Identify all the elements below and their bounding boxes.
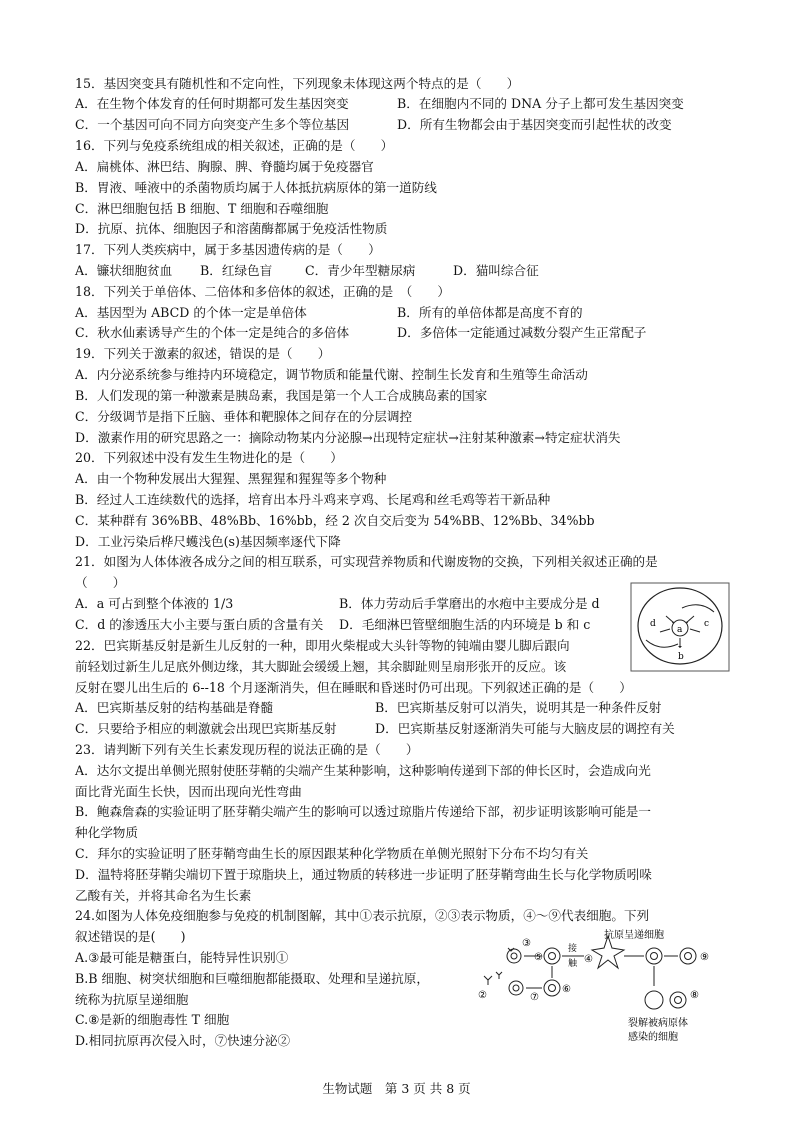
q16-option-a: A．扁桃体、淋巴结、胸腺、脾、脊髓均属于免疫器官 [75, 159, 374, 174]
q22-stem-line1: 22．巴宾斯基反射是新生儿反射的一种，即用火柴棍或大头针等物的钝端由婴儿脚后跟向 [75, 638, 570, 653]
label-n7: ⑦ [530, 992, 539, 1003]
q20-option-b: B．经过人工连续数代的选择，培育出本丹斗鸡来亨鸡、长尾鸡和丝毛鸡等若干新品种 [75, 492, 551, 507]
q19-stem: 19．下列关于激素的叙述，错误的是（ ） [75, 346, 331, 361]
q16-option-b: B．胃液、唾液中的杀菌物质均属于人体抵抗病原体的第一道防线 [75, 180, 437, 195]
q19-option-c: C．分级调节是指下丘脑、垂体和靶腺体之间存在的分层调控 [75, 409, 413, 424]
q21-paren: （ ） [75, 575, 126, 590]
cell-icon [544, 948, 560, 964]
q23-stem: 23．请判断下列有关生长素发现历程的说法正确的是（ ） [75, 742, 419, 757]
q21-option-a: A．a 可占到整个体液的 1/3 [75, 596, 234, 611]
q16-option-d: D．抗原、抗体、细胞因子和溶菌酶都属于免疫活性物质 [75, 221, 388, 236]
q18-option-c: C．秋水仙素诱导产生的个体一定是纯合的多倍体 [75, 325, 350, 340]
q15-option-b: B．在细胞内不同的 DNA 分子上都可发生基因突变 [397, 96, 684, 111]
label-n4: ④ [584, 954, 593, 965]
q23-option-b-line2: 种化学物质 [75, 825, 138, 840]
q22-option-a: A．巴宾斯基反射的结构基础是脊髓 [75, 700, 274, 715]
q24-option-a: A.③最可能是糖蛋白，能特异性识别① [75, 950, 289, 965]
q19-option-a: A．内分泌系统参与维持内环境稳定，调节物质和能量代谢、控制生长发育和生殖等生命活动 [75, 367, 588, 382]
immune-mechanism-diagram [478, 926, 724, 1044]
q23-option-d-line1: D．温特将胚芽鞘尖端切下置于琼脂块上，通过物质的转移进一步证明了胚芽鞘弯曲生长与化学物质吲哚 [75, 867, 652, 882]
label-n9: ⑨ [700, 952, 709, 963]
target-label-line2: 感染的细胞 [628, 1032, 678, 1043]
q17-option-b: B．红绿色盲 [200, 263, 273, 278]
q21-option-d: D．毛细淋巴管壁细胞生活的内环境是 b 和 c [339, 617, 591, 632]
q21-option-c: C．d 的渗透压大小主要与蛋白质的含量有关 [75, 617, 324, 632]
contact-label-1: 接 [568, 944, 578, 954]
q15-option-a: A．在生物个体发育的任何时期都可发生基因突变 [75, 96, 349, 111]
label-n6: ⑥ [562, 984, 571, 995]
q20-option-a: A．由一个物种发展出大猩猩、黑猩猩和猩猩等多个物种 [75, 471, 387, 486]
diagram-label-a: a [677, 625, 683, 635]
q23-option-a-line2: 面比背光面生长快，因而出现向光性弯曲 [75, 784, 302, 799]
q22-stem-line2: 前轻划过新生儿足底外侧边缘，其大脚趾会缓缓上翘，其余脚趾则呈扇形张开的反应。该 [75, 659, 567, 674]
q17-stem: 17．下列人类疾病中，属于多基因遗传病的是（ ） [75, 242, 381, 257]
q17-option-c: C．青少年型糖尿病 [305, 263, 416, 278]
q16-option-c: C．淋巴细胞包括 B 细胞、T 细胞和吞噬细胞 [75, 201, 329, 216]
q17-option-d: D．猫叫综合征 [453, 263, 539, 278]
target-label-line1: 裂解被病原体 [628, 1018, 688, 1029]
q16-stem: 16．下列与免疫系统组成的相关叙述，正确的是（ ） [75, 138, 394, 153]
q23-option-a-line1: A．达尔文提出单侧光照射使胚芽鞘的尖端产生某种影响，这种影响传递到下部的伸长区时，会造成向光 [75, 763, 651, 778]
q18-option-a: A．基因型为 ABCD 的个体一定是单倍体 [75, 305, 307, 320]
diagram-label-b: b [678, 652, 684, 662]
q15-option-c: C．一个基因可向不同方向突变产生多个等位基因 [75, 117, 350, 132]
q24-option-b-line1: B.B 细胞、树突状细胞和巨噬细胞都能摄取、处理和呈递抗原， [75, 971, 429, 986]
q21-option-b: B．体力劳动后手掌磨出的水疱中主要成分是 d [339, 596, 600, 611]
diagram-label-c: c [704, 619, 710, 629]
label-n5: ⑤ [534, 952, 543, 963]
q18-stem: 18．下列关于单倍体、二倍体和多倍体的叙述，正确的是 （ ） [75, 284, 450, 299]
cell-icon [507, 949, 521, 963]
q24-stem-line2: 叙述错误的是( ) [75, 929, 186, 944]
contact-label-2: 触 [568, 959, 578, 969]
q21-stem: 21．如图为人体体液各成分之间的相互联系，可实现营养物质和代谢废物的交换，下列相关叙述正确的是 [75, 554, 658, 569]
q22-option-b: B．巴宾斯基反射可以消失，说明其是一种条件反射 [375, 700, 662, 715]
q23-option-b-line1: B．鲍森詹森的实验证明了胚芽鞘尖端产生的影响可以透过琼脂片传递给下部，初步证明该影响可能是一 [75, 804, 651, 819]
q20-stem: 20．下列叙述中没有发生生物进化的是（ ） [75, 450, 343, 465]
q19-option-d: D．激素作用的研究思路之一：摘除动物某内分泌腺→出现特定症状→注射某种激素→特定症状消失 [75, 430, 621, 445]
q24-option-b-line2: 统称为抗原呈递细胞 [75, 992, 189, 1007]
body-fluid-diagram [630, 582, 730, 672]
q20-option-d: D．工业污染后桦尺蠖浅色(s)基因频率逐代下降 [75, 534, 341, 549]
q22-option-c: C．只要给予相应的刺激就会出现巴宾斯基反射 [75, 721, 337, 736]
diagram-label-d: d [650, 619, 656, 629]
q22-option-d: D．巴宾斯基反射逐渐消失可能与大脑皮层的调控有关 [375, 721, 675, 736]
q22-stem-line3: 反射在婴儿出生后的 6--18 个月逐渐消失，但在睡眠和昏迷时仍可出现。下列叙述正确的是（ ） [75, 680, 632, 695]
q15-option-d: D．所有生物都会由于基因突变而引起性状的改变 [397, 117, 672, 132]
q17-option-a: A．镰状细胞贫血 [75, 263, 173, 278]
q20-option-c: C．某种群有 36%BB、48%Bb、16%bb，经 2 次自交后变为 54%BB、12%Bb、34%bb [75, 513, 595, 528]
q15-stem: 15．基因突变具有随机性和不定向性，下列现象未体现这两个特点的是（ ） [75, 76, 520, 91]
q18-option-b: B．所有的单倍体都是高度不育的 [397, 305, 583, 320]
apc-label: 抗原呈递细胞 [604, 930, 664, 941]
q24-option-c: C.⑧是新的细胞毒性 T 细胞 [75, 1012, 230, 1027]
q24-stem-line1: 24.如图为人体免疫细胞参与免疫的机制图解，其中①表示抗原，②③表示物质，④～⑨代表细胞。下列 [75, 908, 650, 923]
label-n2: ② [478, 990, 487, 1001]
target-cell-icon [645, 991, 663, 1009]
label-n3: ③ [522, 938, 531, 949]
page-footer: 生物试题 第 3 页 共 8 页 [322, 1081, 471, 1096]
q23-option-c: C．拜尔的实验证明了胚芽鞘弯曲生长的原因跟某种化学物质在单侧光照射下分布不均匀有关 [75, 846, 589, 861]
q18-option-d: D．多倍体一定能通过减数分裂产生正常配子 [397, 325, 647, 340]
q19-option-b: B．人们发现的第一种激素是胰岛素，我国是第一个人工合成胰岛素的国家 [75, 388, 488, 403]
q24-option-d: D.相同抗原再次侵入时，⑦快速分泌② [75, 1033, 291, 1048]
label-n8: ⑧ [690, 990, 699, 1001]
q23-option-d-line2: 乙酸有关，并将其命名为生长素 [75, 888, 252, 903]
